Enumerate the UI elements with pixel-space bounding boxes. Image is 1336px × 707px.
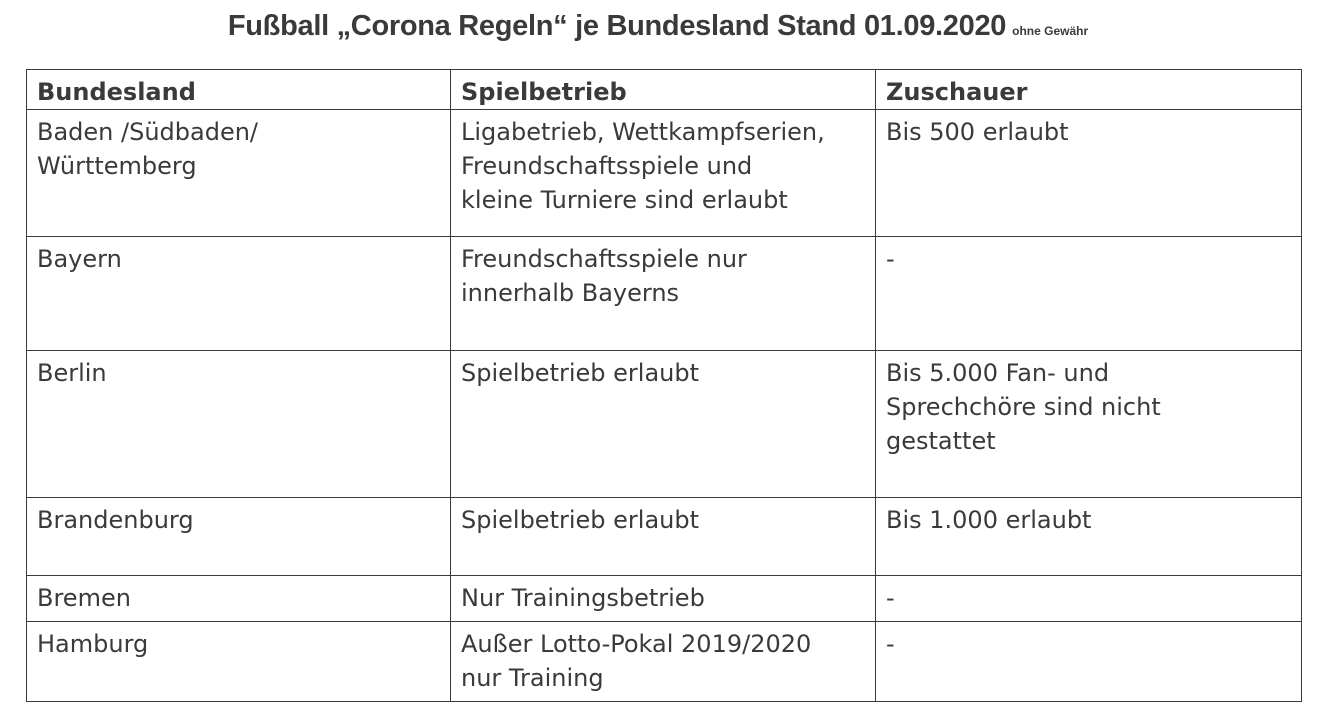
- table-row: [27, 622, 1302, 702]
- cell-bundesland: [27, 576, 451, 622]
- cell-text: Berlin: [37, 359, 107, 387]
- cell-text: Nur Trainingsbetrieb: [461, 584, 705, 612]
- cell-text: -: [886, 630, 895, 658]
- cell-text: Bis 1.000 erlaubt: [886, 506, 1092, 534]
- cell-bundesland: [27, 498, 451, 576]
- cell-text: Ligabetrieb, Wettkampfserien, Freundschaftsspiele und kleine Turniere sind erlaubt: [461, 118, 825, 214]
- table-row: [27, 110, 1302, 237]
- cell-text: Bis 5.000 Fan- und Sprechchöre sind nicht gestattet: [886, 359, 1161, 455]
- header-spielbetrieb: Spielbetrieb: [451, 70, 876, 110]
- cell-text: -: [886, 584, 895, 612]
- cell-spielbetrieb: [451, 576, 876, 622]
- cell-text: Bremen: [37, 584, 131, 612]
- cell-text: -: [886, 245, 895, 273]
- cell-zuschauer: [876, 576, 1302, 622]
- cell-text: Baden /Südbaden/ Württemberg: [37, 118, 259, 180]
- table-row: [27, 237, 1302, 351]
- table-row: [27, 498, 1302, 576]
- cell-zuschauer: [876, 237, 1302, 351]
- cell-bundesland: [27, 237, 451, 351]
- cell-spielbetrieb: [451, 622, 876, 702]
- cell-zuschauer: [876, 622, 1302, 702]
- cell-bundesland: [27, 110, 451, 237]
- cell-zuschauer: [876, 110, 1302, 237]
- cell-text: Spielbetrieb erlaubt: [461, 359, 700, 387]
- cell-spielbetrieb: [451, 110, 876, 237]
- cell-text: Bis 500 erlaubt: [886, 118, 1069, 146]
- title-main: Fußball „Corona Regeln“ je Bundesland Stand 01.09.2020: [227, 10, 1007, 42]
- cell-text: Außer Lotto-Pokal 2019/2020 nur Training: [461, 630, 812, 692]
- cell-text: Brandenburg: [37, 506, 194, 534]
- header-zuschauer: Zuschauer: [876, 70, 1302, 110]
- cell-spielbetrieb: [451, 237, 876, 351]
- title-note: ohne Gewähr: [1012, 24, 1089, 38]
- cell-spielbetrieb: [451, 351, 876, 498]
- header-bundesland: Bundesland: [27, 70, 451, 110]
- page-title: [0, 10, 1316, 43]
- cell-spielbetrieb: [451, 498, 876, 576]
- cell-text: Freundschaftsspiele nur innerhalb Bayerns: [461, 245, 747, 307]
- cell-text: Hamburg: [37, 630, 149, 658]
- rules-table: [26, 69, 1302, 702]
- cell-zuschauer: [876, 498, 1302, 576]
- cell-bundesland: [27, 622, 451, 702]
- cell-bundesland: [27, 351, 451, 498]
- table-row: [27, 351, 1302, 498]
- cell-text: Spielbetrieb erlaubt: [461, 506, 700, 534]
- table-row: [27, 576, 1302, 622]
- cell-zuschauer: [876, 351, 1302, 498]
- table-header-row: [27, 70, 1302, 110]
- cell-text: Bayern: [37, 245, 122, 273]
